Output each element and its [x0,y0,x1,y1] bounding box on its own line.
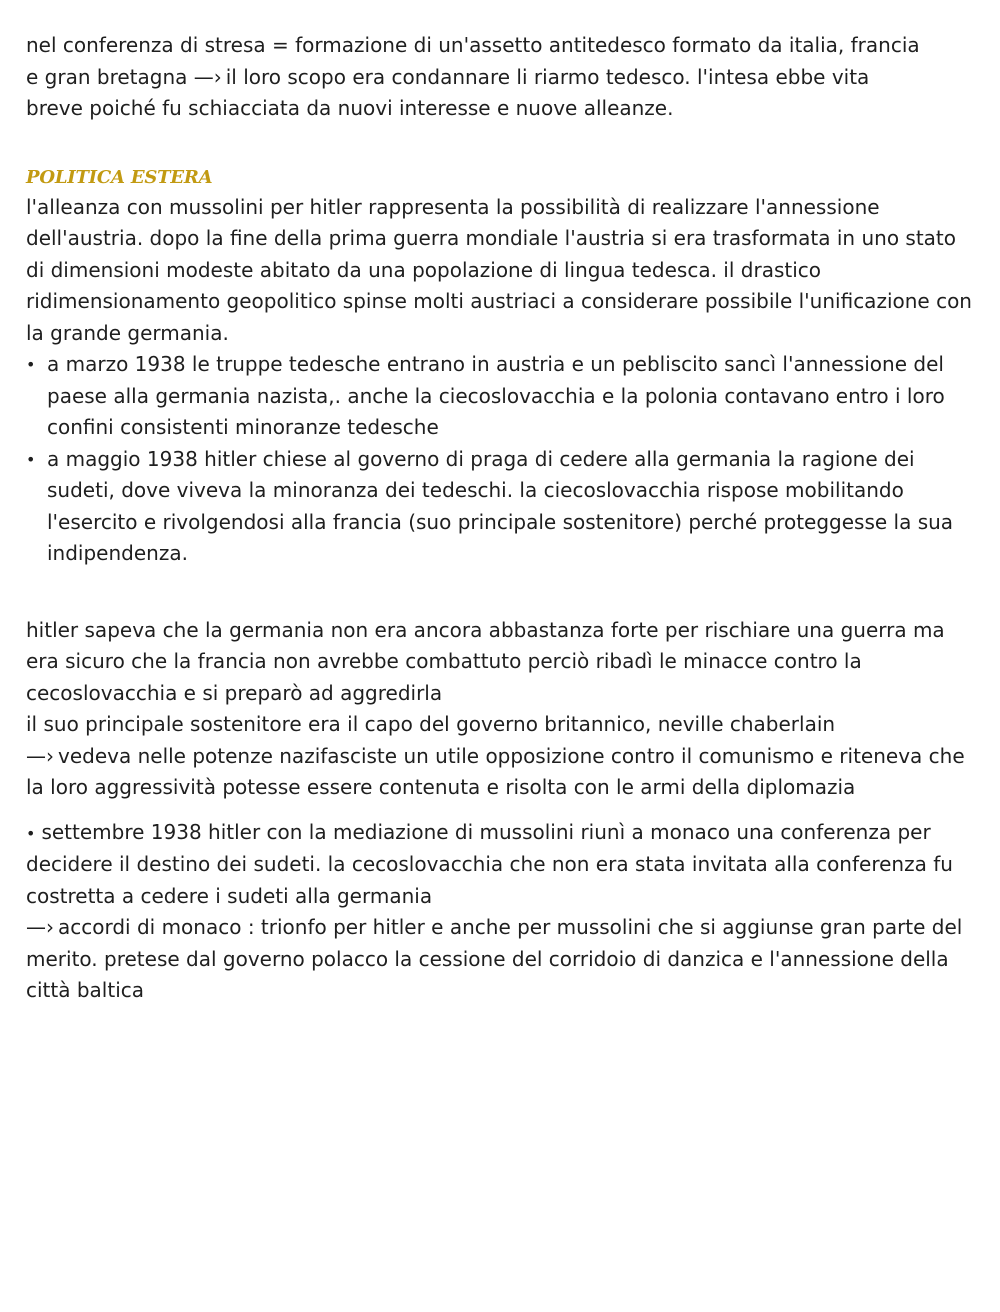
bullet-list [26,349,976,570]
list-item-text: a marzo 1938 le truppe tedesche entrano in austria e un pebliscito sancì l'annessione del paese alla germania nazista,. anche la ciecoslovacchia e la polonia contavano entro i loro confini consistenti minoranze tedesche [47,352,945,439]
intro-line-1: nel conferenza di stresa = formazione di un'assetto antitedesco formato da italia, francia [26,33,920,57]
paragraph-chamberlain: il suo principale sostenitore era il capo del governo britannico, neville chaberlain [26,712,836,736]
arrow-paragraph-diplomacy [26,741,976,804]
bullet-icon: • [26,823,36,843]
section-heading: POLITICA ESTERA [26,166,213,188]
arrow-icon: —› [26,743,54,768]
bullet-icon: • [26,449,36,469]
list-item [26,349,976,444]
paragraph-monaco [26,817,976,913]
monaco-text: settembre 1938 hitler con la mediazione di mussolini riunì a monaco una conferenza per decidere il destino dei sudeti. la cecoslovacchia che non era stata invitata alla conferenza fu costretta a cedere i sudeti alla germania [26,819,953,908]
bullet-icon: • [26,355,36,374]
arrow-paragraph-accordi [26,912,976,1007]
list-item [26,444,976,570]
intro-line-3: breve poiché fu schiacciata da nuovi interesse e nuove alleanze. [26,96,674,120]
arrow-icon: —› [26,915,54,939]
intro-line-2a: e gran bretagna [26,64,188,89]
paragraph-hitler: hitler sapeva che la germania non era ancora abbastanza forte per rischiare una guerra ma era sicuro che la francia non avrebbe combattuto perciò ribadì le minacce contro la cecoslovacchia e si preparò ad aggredirla [26,617,945,705]
arrow-text: accordi di monaco : trionfo per hitler e anche per mussolini che si aggiunse gran parte del merito. pretese dal governo polacco la cessione del corridoio di danzica e l'annessione della città baltica [26,915,963,1002]
list-item-text: a maggio 1938 hitler chiese al governo di praga di cedere alla germania la ragione dei sudeti, dove viveva la minoranza dei tedeschi. la ciecoslovacchia rispose mobilitando l'esercito e rivolgendosi alla francia (suo principale sostenitore) perché proteggesse la sua indipendenza. [47,446,954,565]
paragraph-austria: l'alleanza con mussolini per hitler rappresenta la possibilità di realizzare l'annessione dell'austria. dopo la fine della prima guerra mondiale l'austria si era trasformata in uno stato di dimensioni modeste abitato da una popolazione di lingua tedesca. il drastico ridimensionamento geopolitico spinse molti austriaci a considerare possibile l'unificazione con la grande germania. [26,194,972,345]
intro-line-2b: il loro scopo era condannare li riarmo tedesco. l'intesa ebbe vita [225,64,870,89]
document-page [26,30,976,1007]
arrow-icon: —› [193,64,222,89]
intro-paragraph [26,30,976,125]
arrow-text: vedeva nelle potenze nazifasciste un utile opposizione contro il comunismo e riteneva che la loro aggressività potesse essere contenuta e risolta con le armi della diplomazia [26,743,965,799]
